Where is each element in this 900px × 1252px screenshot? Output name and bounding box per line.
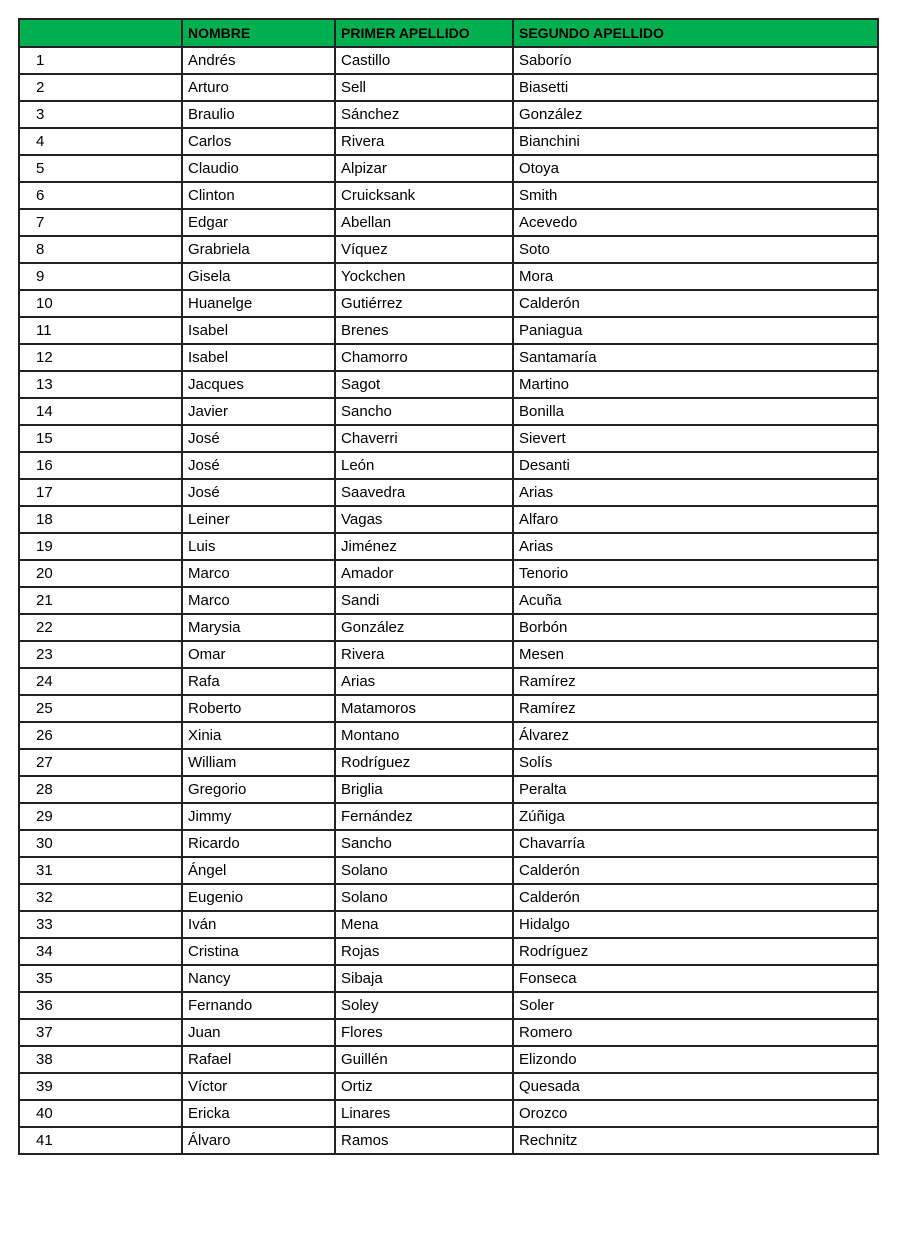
segundo-apellido-cell: Rodríguez <box>513 938 878 965</box>
row-number: 1 <box>19 47 182 74</box>
primer-apellido-cell: Fernández <box>335 803 513 830</box>
table-row <box>19 371 878 398</box>
nombre-cell: Fernando <box>182 992 335 1019</box>
row-number: 12 <box>19 344 182 371</box>
nombre-cell: José <box>182 479 335 506</box>
primer-apellido-cell: Chamorro <box>335 344 513 371</box>
primer-apellido-cell: Ortiz <box>335 1073 513 1100</box>
primer-apellido-cell: Mena <box>335 911 513 938</box>
primer-apellido-cell: León <box>335 452 513 479</box>
row-number: 17 <box>19 479 182 506</box>
table-row <box>19 803 878 830</box>
nombre-cell: Arturo <box>182 74 335 101</box>
row-number: 5 <box>19 155 182 182</box>
table-row <box>19 533 878 560</box>
row-number: 24 <box>19 668 182 695</box>
header-nombre: NOMBRE <box>182 19 335 47</box>
nombre-cell: Gregorio <box>182 776 335 803</box>
segundo-apellido-cell: Fonseca <box>513 965 878 992</box>
row-number: 6 <box>19 182 182 209</box>
table-body <box>19 47 878 1154</box>
segundo-apellido-cell: Sievert <box>513 425 878 452</box>
nombre-cell: Isabel <box>182 344 335 371</box>
row-number: 36 <box>19 992 182 1019</box>
primer-apellido-cell: Flores <box>335 1019 513 1046</box>
nombre-cell: Jimmy <box>182 803 335 830</box>
row-number: 27 <box>19 749 182 776</box>
nombre-cell: Huanelge <box>182 290 335 317</box>
segundo-apellido-cell: Quesada <box>513 1073 878 1100</box>
segundo-apellido-cell: Martino <box>513 371 878 398</box>
table-row <box>19 1073 878 1100</box>
row-number: 2 <box>19 74 182 101</box>
segundo-apellido-cell: Elizondo <box>513 1046 878 1073</box>
row-number: 34 <box>19 938 182 965</box>
table-row <box>19 263 878 290</box>
table-row <box>19 965 878 992</box>
row-number: 37 <box>19 1019 182 1046</box>
segundo-apellido-cell: Soler <box>513 992 878 1019</box>
nombre-cell: Luis <box>182 533 335 560</box>
table-row <box>19 1046 878 1073</box>
primer-apellido-cell: Guillén <box>335 1046 513 1073</box>
segundo-apellido-cell: Saborío <box>513 47 878 74</box>
table-row <box>19 695 878 722</box>
primer-apellido-cell: Sagot <box>335 371 513 398</box>
header-index <box>19 19 182 47</box>
nombre-cell: Ericka <box>182 1100 335 1127</box>
row-number: 39 <box>19 1073 182 1100</box>
nombre-cell: Edgar <box>182 209 335 236</box>
segundo-apellido-cell: Tenorio <box>513 560 878 587</box>
primer-apellido-cell: Sánchez <box>335 101 513 128</box>
primer-apellido-cell: Solano <box>335 857 513 884</box>
segundo-apellido-cell: Calderón <box>513 884 878 911</box>
segundo-apellido-cell: Chavarría <box>513 830 878 857</box>
segundo-apellido-cell: Ramírez <box>513 695 878 722</box>
nombre-cell: Cristina <box>182 938 335 965</box>
table-row <box>19 830 878 857</box>
segundo-apellido-cell: Orozco <box>513 1100 878 1127</box>
primer-apellido-cell: Rojas <box>335 938 513 965</box>
primer-apellido-cell: Cruicksank <box>335 182 513 209</box>
nombre-cell: Marco <box>182 587 335 614</box>
table-row <box>19 884 878 911</box>
table-row <box>19 155 878 182</box>
row-number: 31 <box>19 857 182 884</box>
primer-apellido-cell: Sibaja <box>335 965 513 992</box>
table-row <box>19 992 878 1019</box>
segundo-apellido-cell: Romero <box>513 1019 878 1046</box>
nombre-cell: José <box>182 452 335 479</box>
table-row <box>19 101 878 128</box>
row-number: 23 <box>19 641 182 668</box>
segundo-apellido-cell: Alfaro <box>513 506 878 533</box>
row-number: 35 <box>19 965 182 992</box>
primer-apellido-cell: Sancho <box>335 398 513 425</box>
nombre-cell: Eugenio <box>182 884 335 911</box>
segundo-apellido-cell: Hidalgo <box>513 911 878 938</box>
segundo-apellido-cell: Paniagua <box>513 317 878 344</box>
table-row <box>19 452 878 479</box>
primer-apellido-cell: Alpizar <box>335 155 513 182</box>
nombre-cell: Gisela <box>182 263 335 290</box>
primer-apellido-cell: Saavedra <box>335 479 513 506</box>
segundo-apellido-cell: Bianchini <box>513 128 878 155</box>
nombre-cell: Leiner <box>182 506 335 533</box>
primer-apellido-cell: Gutiérrez <box>335 290 513 317</box>
segundo-apellido-cell: Soto <box>513 236 878 263</box>
row-number: 16 <box>19 452 182 479</box>
primer-apellido-cell: Víquez <box>335 236 513 263</box>
row-number: 19 <box>19 533 182 560</box>
nombre-cell: Juan <box>182 1019 335 1046</box>
table-row <box>19 722 878 749</box>
row-number: 33 <box>19 911 182 938</box>
segundo-apellido-cell: Mora <box>513 263 878 290</box>
header-row <box>19 19 878 47</box>
nombre-cell: Ángel <box>182 857 335 884</box>
spreadsheet-page <box>18 18 879 1155</box>
row-number: 28 <box>19 776 182 803</box>
row-number: 15 <box>19 425 182 452</box>
segundo-apellido-cell: Arias <box>513 479 878 506</box>
row-number: 21 <box>19 587 182 614</box>
table-row <box>19 236 878 263</box>
row-number: 11 <box>19 317 182 344</box>
primer-apellido-cell: González <box>335 614 513 641</box>
primer-apellido-cell: Rivera <box>335 641 513 668</box>
nombre-cell: Víctor <box>182 1073 335 1100</box>
table-row <box>19 641 878 668</box>
table-row <box>19 317 878 344</box>
segundo-apellido-cell: Zúñiga <box>513 803 878 830</box>
primer-apellido-cell: Rivera <box>335 128 513 155</box>
segundo-apellido-cell: Otoya <box>513 155 878 182</box>
row-number: 26 <box>19 722 182 749</box>
nombre-cell: Clinton <box>182 182 335 209</box>
segundo-apellido-cell: González <box>513 101 878 128</box>
nombre-cell: Jacques <box>182 371 335 398</box>
primer-apellido-cell: Ramos <box>335 1127 513 1154</box>
nombre-cell: Carlos <box>182 128 335 155</box>
primer-apellido-cell: Vagas <box>335 506 513 533</box>
row-number: 29 <box>19 803 182 830</box>
nombre-cell: Andrés <box>182 47 335 74</box>
row-number: 7 <box>19 209 182 236</box>
primer-apellido-cell: Linares <box>335 1100 513 1127</box>
nombre-cell: Isabel <box>182 317 335 344</box>
table-row <box>19 398 878 425</box>
row-number: 9 <box>19 263 182 290</box>
segundo-apellido-cell: Biasetti <box>513 74 878 101</box>
primer-apellido-cell: Soley <box>335 992 513 1019</box>
header-primer-apellido: PRIMER APELLIDO <box>335 19 513 47</box>
primer-apellido-cell: Arias <box>335 668 513 695</box>
segundo-apellido-cell: Álvarez <box>513 722 878 749</box>
primer-apellido-cell: Amador <box>335 560 513 587</box>
primer-apellido-cell: Briglia <box>335 776 513 803</box>
primer-apellido-cell: Matamoros <box>335 695 513 722</box>
segundo-apellido-cell: Rechnitz <box>513 1127 878 1154</box>
row-number: 41 <box>19 1127 182 1154</box>
row-number: 14 <box>19 398 182 425</box>
row-number: 20 <box>19 560 182 587</box>
primer-apellido-cell: Chaverri <box>335 425 513 452</box>
segundo-apellido-cell: Arias <box>513 533 878 560</box>
row-number: 30 <box>19 830 182 857</box>
table-row <box>19 344 878 371</box>
header-segundo-apellido: SEGUNDO APELLIDO <box>513 19 878 47</box>
row-number: 40 <box>19 1100 182 1127</box>
table-row <box>19 776 878 803</box>
primer-apellido-cell: Brenes <box>335 317 513 344</box>
primer-apellido-cell: Jiménez <box>335 533 513 560</box>
row-number: 13 <box>19 371 182 398</box>
primer-apellido-cell: Rodríguez <box>335 749 513 776</box>
segundo-apellido-cell: Calderón <box>513 290 878 317</box>
segundo-apellido-cell: Santamaría <box>513 344 878 371</box>
row-number: 18 <box>19 506 182 533</box>
table-row <box>19 857 878 884</box>
table-row <box>19 560 878 587</box>
segundo-apellido-cell: Ramírez <box>513 668 878 695</box>
nombre-cell: Rafael <box>182 1046 335 1073</box>
primer-apellido-cell: Sancho <box>335 830 513 857</box>
table-row <box>19 290 878 317</box>
row-number: 38 <box>19 1046 182 1073</box>
nombre-cell: Rafa <box>182 668 335 695</box>
primer-apellido-cell: Sandi <box>335 587 513 614</box>
segundo-apellido-cell: Peralta <box>513 776 878 803</box>
primer-apellido-cell: Abellan <box>335 209 513 236</box>
table-row <box>19 128 878 155</box>
segundo-apellido-cell: Calderón <box>513 857 878 884</box>
row-number: 4 <box>19 128 182 155</box>
table-row <box>19 209 878 236</box>
segundo-apellido-cell: Acevedo <box>513 209 878 236</box>
table-row <box>19 911 878 938</box>
primer-apellido-cell: Solano <box>335 884 513 911</box>
nombre-cell: Grabriela <box>182 236 335 263</box>
nombre-cell: William <box>182 749 335 776</box>
table-row <box>19 182 878 209</box>
nombre-cell: Marysia <box>182 614 335 641</box>
nombre-cell: Braulio <box>182 101 335 128</box>
row-number: 25 <box>19 695 182 722</box>
table-row <box>19 74 878 101</box>
nombre-cell: Roberto <box>182 695 335 722</box>
row-number: 32 <box>19 884 182 911</box>
primer-apellido-cell: Yockchen <box>335 263 513 290</box>
segundo-apellido-cell: Bonilla <box>513 398 878 425</box>
primer-apellido-cell: Sell <box>335 74 513 101</box>
segundo-apellido-cell: Desanti <box>513 452 878 479</box>
table-row <box>19 1127 878 1154</box>
row-number: 10 <box>19 290 182 317</box>
table-row <box>19 425 878 452</box>
primer-apellido-cell: Montano <box>335 722 513 749</box>
nombre-cell: Marco <box>182 560 335 587</box>
table-row <box>19 749 878 776</box>
nombre-cell: Xinia <box>182 722 335 749</box>
nombre-cell: Nancy <box>182 965 335 992</box>
segundo-apellido-cell: Mesen <box>513 641 878 668</box>
table-row <box>19 938 878 965</box>
nombre-cell: Ricardo <box>182 830 335 857</box>
table-row <box>19 587 878 614</box>
row-number: 22 <box>19 614 182 641</box>
segundo-apellido-cell: Acuña <box>513 587 878 614</box>
table-row <box>19 1100 878 1127</box>
table-row <box>19 506 878 533</box>
segundo-apellido-cell: Borbón <box>513 614 878 641</box>
nombre-cell: Omar <box>182 641 335 668</box>
table-row <box>19 614 878 641</box>
table-row <box>19 479 878 506</box>
names-table <box>18 18 879 1155</box>
row-number: 3 <box>19 101 182 128</box>
table-row <box>19 1019 878 1046</box>
segundo-apellido-cell: Smith <box>513 182 878 209</box>
nombre-cell: Álvaro <box>182 1127 335 1154</box>
table-row <box>19 47 878 74</box>
row-number: 8 <box>19 236 182 263</box>
primer-apellido-cell: Castillo <box>335 47 513 74</box>
nombre-cell: Claudio <box>182 155 335 182</box>
table-row <box>19 668 878 695</box>
segundo-apellido-cell: Solís <box>513 749 878 776</box>
nombre-cell: José <box>182 425 335 452</box>
nombre-cell: Iván <box>182 911 335 938</box>
nombre-cell: Javier <box>182 398 335 425</box>
